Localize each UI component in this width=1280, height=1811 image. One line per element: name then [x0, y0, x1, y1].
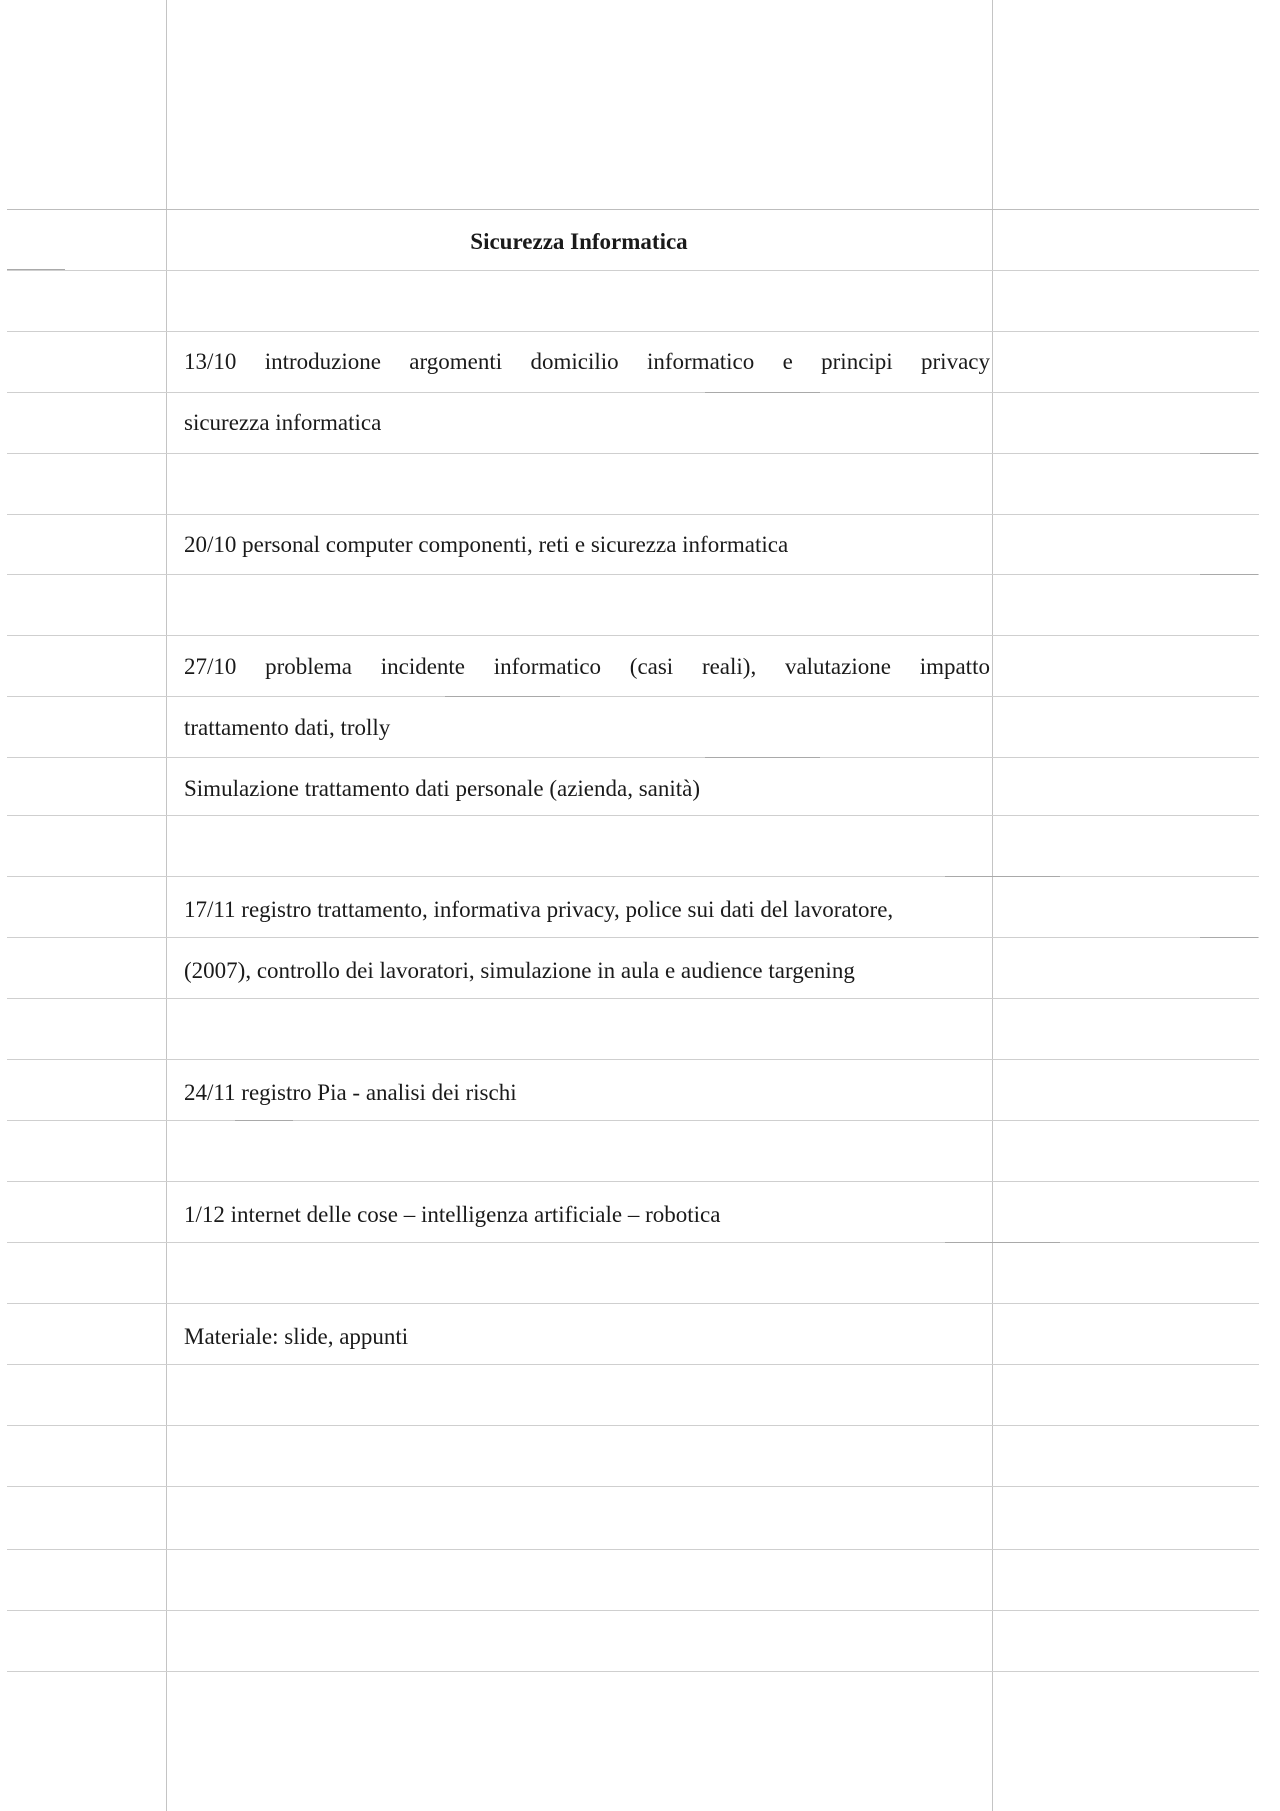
document-title: Sicurezza Informatica [470, 229, 688, 254]
ruled-line [7, 514, 1259, 515]
text-line-3: 20/10 personal computer componenti, reti e sicurezza informatica [184, 532, 789, 557]
text-line-4 [184, 651, 990, 683]
text-line-2: sicurezza informatica [184, 410, 382, 435]
word: 13/10 [184, 349, 237, 374]
left-margin-line [166, 0, 167, 1811]
ruled-line [7, 209, 1259, 210]
line-tick [7, 269, 65, 270]
word: (casi [629, 654, 674, 679]
word: valutazione [784, 654, 891, 679]
ruled-line [7, 270, 1259, 271]
word: principi [821, 349, 893, 374]
ruled-line [7, 574, 1259, 575]
word: e [782, 349, 793, 374]
ruled-line [7, 1059, 1259, 1060]
line-tick [235, 1120, 293, 1121]
word: 27/10 [184, 654, 237, 679]
line-tick [705, 392, 820, 393]
line-tick [445, 696, 560, 697]
ruled-line [7, 1303, 1259, 1304]
text-line-6: Simulazione trattamento dati personale (azienda, sanità) [184, 776, 701, 801]
word: argomenti [409, 349, 503, 374]
word: introduzione [264, 349, 381, 374]
ruled-line [7, 635, 1259, 636]
ruled-line [7, 453, 1259, 454]
line-tick [945, 876, 1060, 877]
ruled-line [7, 757, 1259, 758]
ruled-line [7, 392, 1259, 393]
word: domicilio [530, 349, 619, 374]
ruled-line [7, 998, 1259, 999]
ruled-line [7, 1671, 1259, 1672]
line-tick [945, 1242, 1060, 1243]
ruled-line [7, 815, 1259, 816]
ruled-line [7, 1120, 1259, 1121]
text-line-8: (2007), controllo dei lavoratori, simulazione in aula e audience targening [184, 958, 855, 983]
text-line-5: trattamento dati, trolly [184, 715, 391, 740]
right-margin-line [992, 0, 993, 1811]
word: incidente [380, 654, 466, 679]
line-tick [1200, 574, 1258, 575]
ruled-line [7, 876, 1259, 877]
ruled-line [7, 1486, 1259, 1487]
ruled-line [7, 1549, 1259, 1550]
line-tick [1200, 453, 1258, 454]
word: problema [265, 654, 352, 679]
ruled-line [7, 1425, 1259, 1426]
word: impatto [919, 654, 990, 679]
ruled-line [7, 696, 1259, 697]
text-line-11: Materiale: slide, appunti [184, 1324, 409, 1349]
ruled-line [7, 1610, 1259, 1611]
line-tick [1200, 937, 1258, 938]
line-tick [705, 757, 820, 758]
word: informatico [646, 349, 755, 374]
word: privacy [921, 349, 990, 374]
word: reali), [701, 654, 757, 679]
word: informatico [493, 654, 602, 679]
text-line-7: 17/11 registro trattamento, informativa privacy, police sui dati del lavoratore, [184, 897, 894, 922]
text-line-1 [184, 346, 990, 378]
ruled-line [7, 937, 1259, 938]
ruled-line [7, 1242, 1259, 1243]
text-line-10: 1/12 internet delle cose – intelligenza artificiale – robotica [184, 1202, 721, 1227]
text-line-9: 24/11 registro Pia - analisi dei rischi [184, 1080, 517, 1105]
ruled-line [7, 331, 1259, 332]
ruled-line [7, 1181, 1259, 1182]
ruled-line [7, 1364, 1259, 1365]
